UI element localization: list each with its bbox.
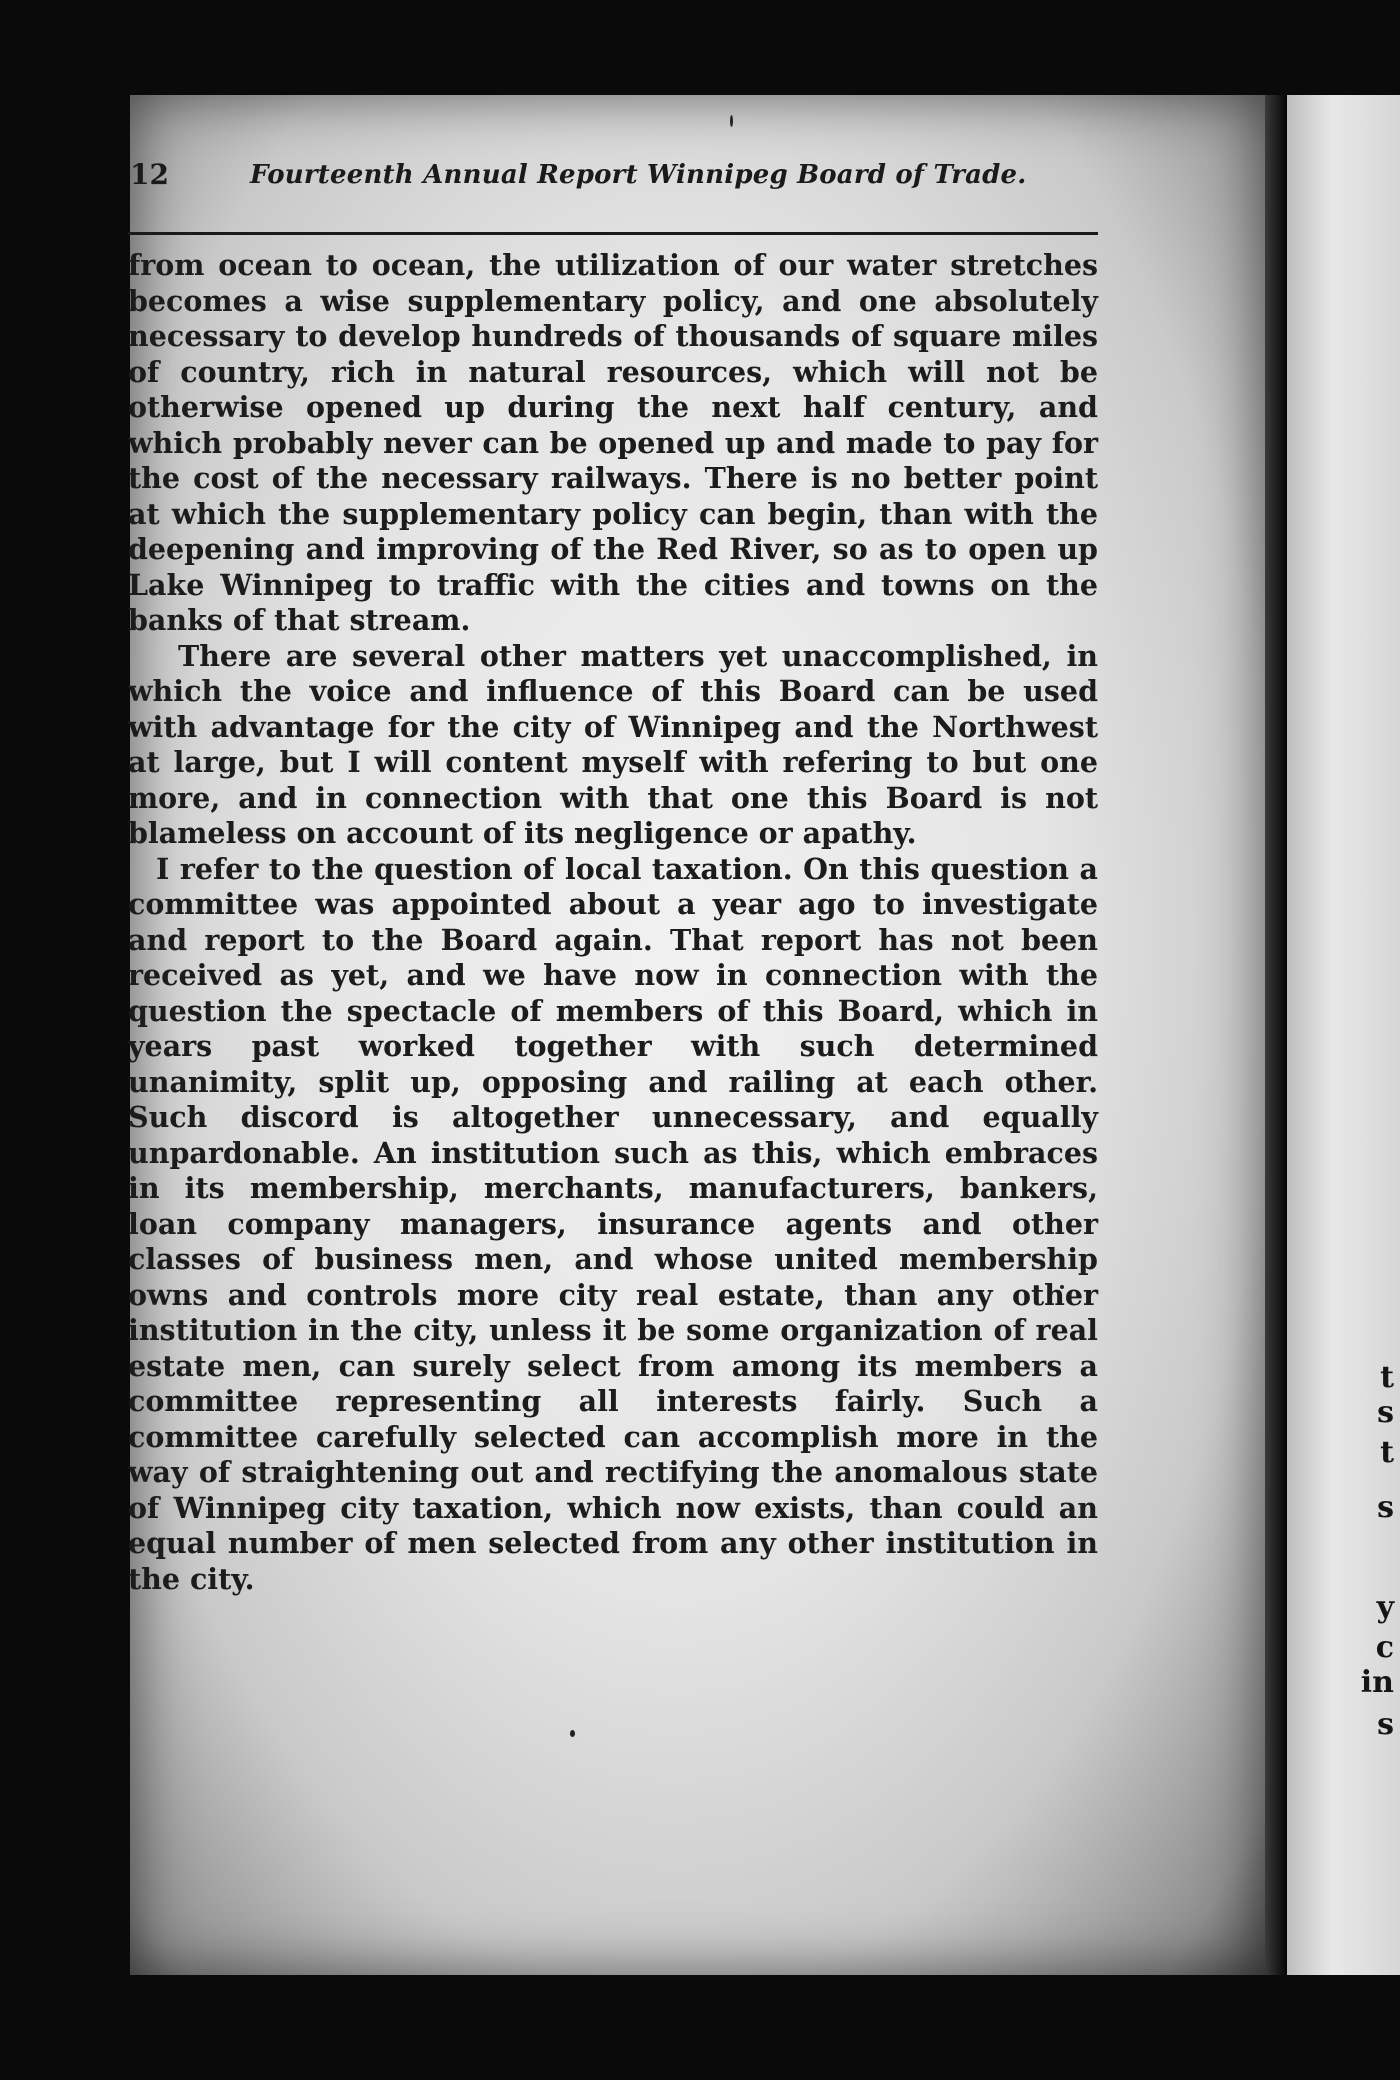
running-head [130, 158, 1090, 208]
page-gutter [1265, 95, 1287, 1975]
header-rule [128, 232, 1098, 235]
adjacent-page-fragment: s [1377, 1707, 1394, 1742]
adjacent-page-fragment: in [1360, 1665, 1394, 1700]
adjacent-page-fragment: y [1376, 1590, 1394, 1625]
adjacent-page-fragment: s [1377, 1490, 1394, 1525]
body-text [128, 248, 1098, 1597]
adjacent-page-fragment: t [1380, 1360, 1394, 1395]
running-head-title: Fourteenth Annual Report Winnipeg Board of Trade. [250, 160, 1027, 190]
paragraph-continuation: from ocean to ocean, the utilization of our water stretches becomes a wise supplementary policy, and one absolutely necessary to develop hundreds of thousands of square miles of country, rich in natural resources, which will not be otherwise opened up during the next half century, and which probably never can be opened up and made to pay for the cost of the necessary railways. There is no better point at which the supplementary policy can begin, than with the deepening and improving of the Red River, so as to open up Lake Winnipeg to traffic with the cities and towns on the banks of that stream. [128, 248, 1098, 637]
ink-speck [570, 1730, 575, 1737]
page-number: 12 [130, 158, 169, 191]
paragraph-local-taxation: I refer to the question of local taxation. On this question a committee was appointed about a year ago to investigate and report to the Board again. That report has not been received as yet, and we have now in connection with the question the spectacle of members of this Board, which in years past worked together with such determined unanimity, split up, opposing and railing at each other. Such discord is altogether unnecessary, and equally unpardonable. An institution such as this, which embraces in its membership, merchants, manufacturers, bankers, loan company managers, insurance agents and other classes of business men, and whose united membership owns and controls more city real estate, than any other institution in the city, unless it be some organization of real estate men, can surely select from among its members a committee representing all interests fairly. Such a committee carefully selected can accomplish more in the way of straightening out and rectifying the anomalous state of Winnipeg city taxation, which now exists, than could an equal number of men selected from any other institution in the city. [128, 851, 1098, 1596]
adjacent-page-fragment: c [1375, 1630, 1394, 1665]
ink-speck [730, 115, 733, 127]
paragraph-other-matters: There are several other matters yet unaccomplished, in which the voice and influence of this Board can be used with advantage for the city of Winnipeg and the Northwest at large, but I will content myself with refering to but one more, and in connection with that one this Board is not blameless on account of its negligence or apathy. [128, 638, 1098, 850]
adjacent-page-fragment: t [1380, 1435, 1394, 1470]
adjacent-page-edge [1287, 95, 1400, 1975]
adjacent-page-fragment: s [1377, 1395, 1394, 1430]
